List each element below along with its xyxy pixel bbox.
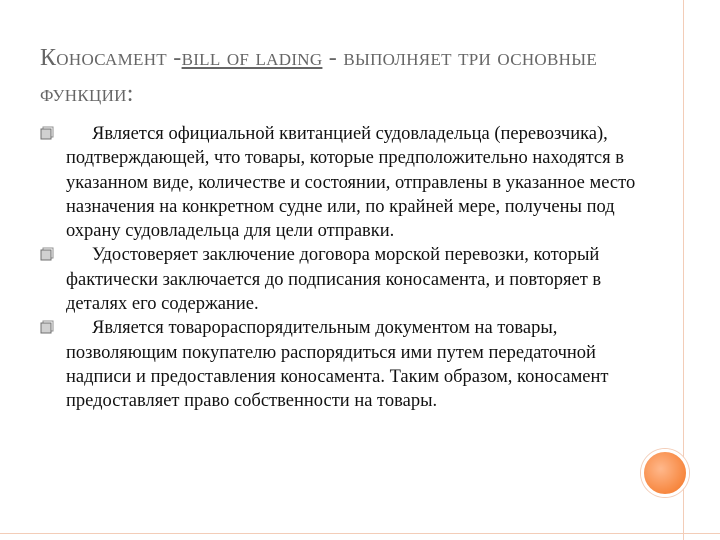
bullet-square-icon bbox=[40, 247, 54, 261]
bullet-text: Является официальной квитанцией судовладельца (перевозчика), подтверждающей, что товары, которые предположительно находятся в указанном виде, количестве и состоянии, отправлены в указанное место назначения на конкретном судне или, по крайней мере, получены под охрану судовладельца для цели отправки. bbox=[66, 124, 636, 242]
title-part-2-underlined: bill of lading bbox=[181, 45, 323, 71]
title-part-3: - выполняет три основные функции: bbox=[40, 45, 598, 107]
bullet-item bbox=[40, 243, 640, 316]
title-part-1: Коносамент - bbox=[40, 45, 182, 71]
bullet-list bbox=[40, 122, 640, 414]
frame-bottom-line bbox=[0, 533, 720, 534]
bullet-item bbox=[40, 122, 640, 243]
bullet-text: Удостоверяет заключение договора морской перевозки, который фактически заключается до подписания коносамента, и повторяет в деталях его содержание. bbox=[66, 245, 602, 315]
bullet-square-icon bbox=[40, 320, 54, 334]
decorative-orange-circle bbox=[641, 449, 689, 497]
bullet-square-icon bbox=[40, 126, 54, 140]
bullet-item bbox=[40, 316, 640, 413]
slide-title bbox=[40, 40, 640, 112]
bullet-text: Является товарораспорядительным документом на товары, позволяющим покупателю распорядиться ими путем передаточной надписи и предоставления коносамента. Таким образом, коносамент предоставляет право собственности на товары. bbox=[66, 318, 609, 412]
